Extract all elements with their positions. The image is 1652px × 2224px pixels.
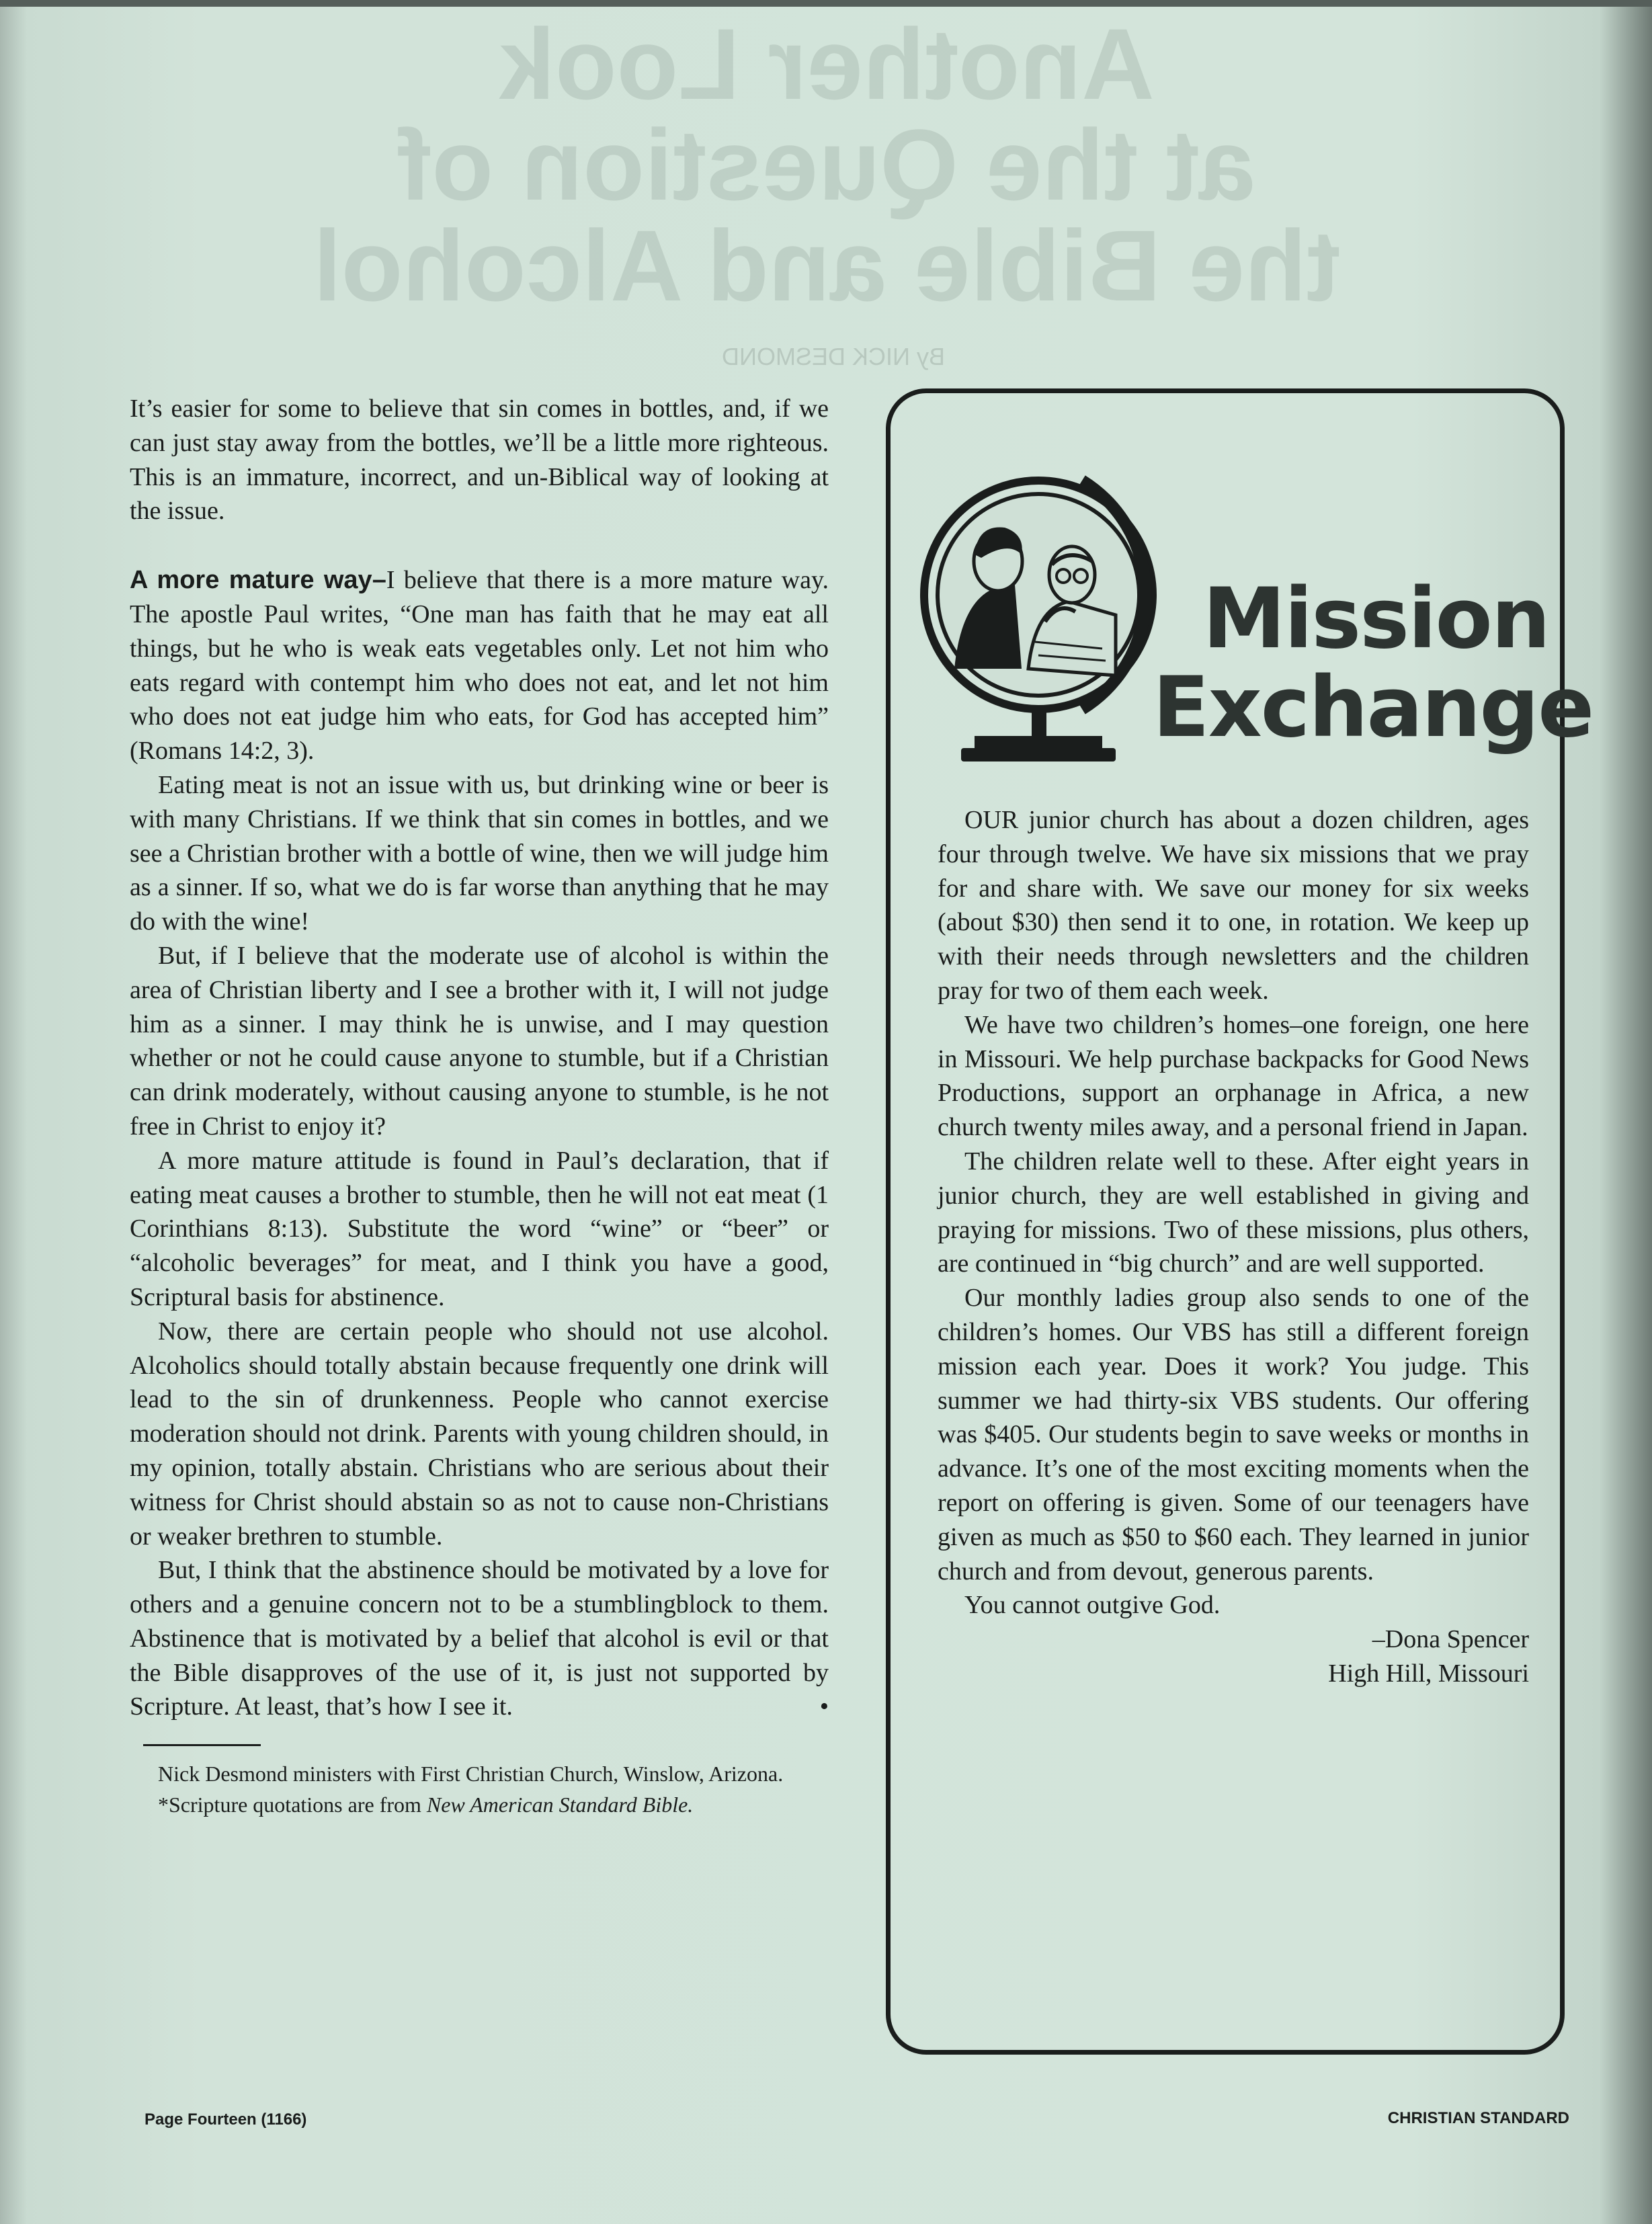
article-paragraph: Eating meat is not an issue with us, but drinking wine or beer is with many Christians. If we think that sin comes in bottles, and we see a Christian brother with a bottle of wine, then we will judge him as a sinner. If so, what we do is far worse than anything that he may do with the wine! [130,770,829,936]
article-paragraph: It’s easier for some to believe that sin comes in bottles, and, if we can just stay away from the bottles, we’ll be a little more righteous. This is an immature, incorrect, and un-Biblical way of looking at the issue. [130,395,829,526]
article-paragraph: But, if I believe that the moderate use of alcohol is within the area of Christian liberty and I see a brother with it, I will not judge him as a sinner. I may think he is unwise, and I may question whether or not he could cause anyone to stumble, but if a Christian can drink moderately, without causing anyone to stumble, is he not free in Christ to enjoy it? [130,941,829,1141]
title-line: Mission [1202,571,1549,667]
article-paragraph: A more mature attitude is found in Paul’s declaration, that if eating meat causes a brother to stumble, then he will not eat meat (1 Corinthians 8:13). Substitute the word “wine” or “beer” or “alcoholic beverages” for meat, and I think you have a good, Scriptural basis for abstinence. [130,1146,829,1311]
article-paragraph [130,563,829,768]
paragraph-text: I believe that there is a more mature way. The apostle Paul writes, “One man has faith that he may eat all things, but he who is weak eats vegetables only. Let not him who eats regard with contempt him who does not eat, and let not him who does not eat judge him who eats, for God has accepted him” (Romans 14:2, 3). [130,566,829,766]
article-column [130,392,829,1820]
title-line: Exchange [1153,659,1594,756]
sidebar-paragraph: We have two children’s homes–one foreign, one here in Missouri. We help purchase backpacks for Good News Productions, support an orphanage in Africa, a new church twenty miles away, and a personal friend in Japan. [938,1010,1529,1142]
page-top-edge [0,0,1652,7]
bleed-through-title [255,7,1398,322]
footnote-rule [143,1744,261,1746]
publication-name: CHRISTIAN STANDARD [1387,2109,1569,2127]
signature-place: High Hill, Missouri [1328,1659,1529,1688]
bleed-through-line: at the Question of [398,108,1255,221]
sidebar-paragraph: The children relate well to these. After eight years in junior church, they are well established in giving and praying for missions. Two of these missions, plus others, are continued in “big church” and are well supported. [938,1147,1529,1278]
page-number: Page Fourteen (1166) [144,2110,307,2129]
sidebar-paragraph: Our monthly ladies group also sends to one of the children’s homes. Our VBS has still a different foreign mission each year. Does it work? You judge. This summer we had thirty-six VBS students. Our offering was $405. Our students begin to save weeks or months in advance. It’s one of the most exciting moments when the report on offering is given. Some of our teenagers have given as much as $50 to $60 each. They learned in junior church and from devout, generous parents. [938,1284,1529,1585]
author-bio: Nick Desmond ministers with First Christian Church, Winslow, Arizona. [158,1762,784,1786]
article-paragraph [130,1553,829,1724]
bleed-through-line: the Bible and Alcohol [313,209,1340,322]
mission-exchange-sidebar [886,388,1594,2055]
bleed-through-line: Another Look [499,7,1155,120]
sidebar-paragraph: OUR junior church has about a dozen children, ages four through twelve. We have six missions that we pray for and share with. We save our money for six weeks (about $30) then send it to one, in rotation. We keep up with their needs through newsletters and the children pray for two of them each week. [938,806,1529,1005]
sidebar-title [1153,571,1594,756]
sidebar-body [938,803,1529,1691]
sidebar-paragraph: You cannot outgive God. [964,1591,1221,1620]
paragraph-text: But, I think that the abstinence should be motivated by a love for others and a genuine concern not to be a stumblingblock to them. Abstinence that is motivated by a belief that alcohol is evil or that the Bible disapproves of the use of it, is just not supported by Scripture. At least, that’s how I see it. [130,1556,829,1721]
globe-illustration-icon [914,467,1183,776]
signature-name: –Dona Spencer [1372,1625,1529,1654]
note-italic: New American Standard Bible. [426,1793,694,1817]
article-paragraph: Now, there are certain people who should not use alcohol. Alcoholics should totally abstain because frequently one drink will lead to the sin of drunkenness. People who cannot exercise moderation should not drink. Parents with young children should, in my opinion, totally abstain. Christians who are serious about their witness for Christ should abstain so as not to cause non-Christians or weaker brethren to stumble. [130,1317,829,1551]
subheading: A more mature way– [130,566,386,595]
scripture-note [130,1789,829,1820]
end-mark: • [819,1692,829,1721]
bleed-through-byline: By NICK DESMOND [721,343,946,370]
note-text: *Scripture quotations are from [158,1793,427,1817]
